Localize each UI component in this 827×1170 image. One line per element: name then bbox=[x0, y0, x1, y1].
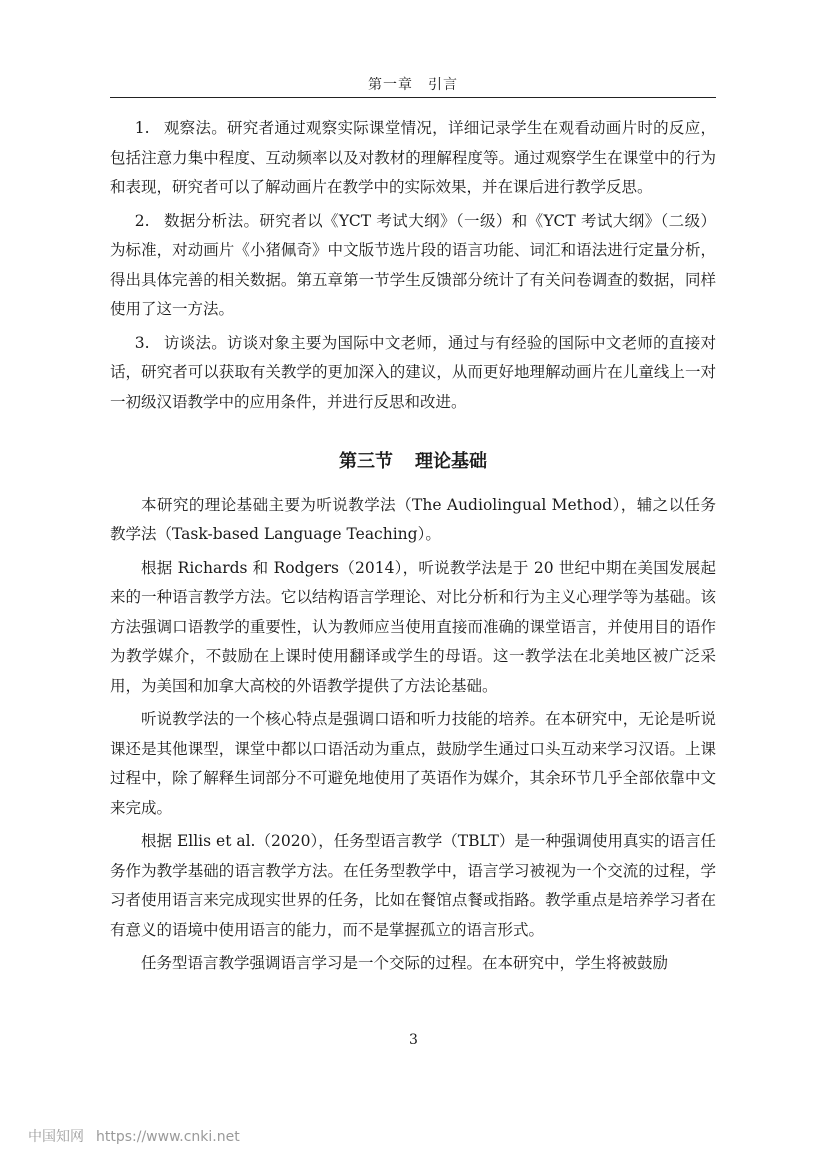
watermark-brand: 中国知网 bbox=[28, 1129, 84, 1145]
cnki-watermark bbox=[28, 1126, 240, 1146]
section-number: 第三节 bbox=[339, 451, 393, 472]
body-paragraph: 根据 Richards 和 Rodgers（2014），听说教学法是于 20 世纪中期在美国发展起来的一种语言教学方法。它以结构语言学理论、对比分析和行为主义心理学等为基础。该方法强调口语教学的重要性，认为教师应当使用直接而准确的课堂语言，并使用目的语作为教学媒介，不鼓励在上课时使用翻译或学生的母语。这一教学法在北美地区被广泛采用，为美国和加拿大高校的外语教学提供了方法论基础。 bbox=[110, 558, 716, 695]
body-paragraph: 任务型语言教学强调语言学习是一个交际的过程。在本研究中，学生将被鼓励 bbox=[141, 954, 669, 972]
method-item bbox=[110, 114, 716, 203]
page-number: 3 bbox=[409, 1032, 418, 1048]
method-text: 访谈法。访谈对象主要为国际中文老师，通过与有经验的国际中文老师的直接对话，研究者可以获取有关教学的更加深入的建议，从而更好地理解动画片在儿童线上一对一初级汉语教学中的应用条件，并进行反思和改进。 bbox=[110, 333, 716, 411]
body-paragraph: 听说教学法的一个核心特点是强调口语和听力技能的培养。在本研究中，无论是听说课还是其他课型，课堂中都以口语活动为重点，鼓励学生通过口头互动来学习汉语。上课过程中，除了解释生词部分不可避免地使用了英语作为媒介，其余环节几乎全部依靠中文来完成。 bbox=[110, 710, 716, 817]
method-item bbox=[110, 207, 716, 325]
body-paragraph: 根据 Ellis et al.（2020），任务型语言教学（TBLT）是一种强调使用真实的语言任务作为教学基础的语言教学方法。在任务型教学中，语言学习被视为一个交流的过程，学习者使用语言来完成现实世界的任务，比如在餐馆点餐或指路。教学重点是培养学习者在有意义的语境中使用语言的能力，而不是掌握孤立的语言形式。 bbox=[110, 832, 716, 939]
watermark-url[interactable]: https://www.cnki.net bbox=[96, 1129, 240, 1145]
section-heading bbox=[110, 447, 716, 477]
method-text: 观察法。研究者通过观察实际课堂情况，详细记录学生在观看动画片时的反应，包括注意力集中程度、互动频率以及对教材的理解程度等。通过观察学生在课堂中的行为和表现，研究者可以了解动画片在教学中的实际效果，并在课后进行教学反思。 bbox=[110, 119, 716, 196]
section-title: 理论基础 bbox=[415, 451, 487, 472]
body-paragraph: 本研究的理论基础主要为听说教学法（The Audiolingual Method），辅之以任务教学法（Task-based Language Teaching）。 bbox=[110, 495, 716, 543]
header-rule bbox=[110, 97, 716, 98]
method-item bbox=[110, 329, 716, 418]
method-number: 1. bbox=[134, 119, 150, 137]
method-text: 数据分析法。研究者以《YCT 考试大纲》（一级）和《YCT 考试大纲》（二级）为标准，对动画片《小猪佩奇》中文版节选片段的语言功能、词汇和语法进行定量分析，得出具体完善的相关数据。第五章第一节学生反馈部分统计了有关问卷调查的数据，同样使用了这一方法。 bbox=[110, 211, 716, 318]
page-body bbox=[110, 114, 716, 983]
method-number: 3. bbox=[134, 333, 150, 352]
running-header: 第一章 引言 bbox=[368, 77, 458, 93]
method-number: 2. bbox=[134, 211, 150, 230]
